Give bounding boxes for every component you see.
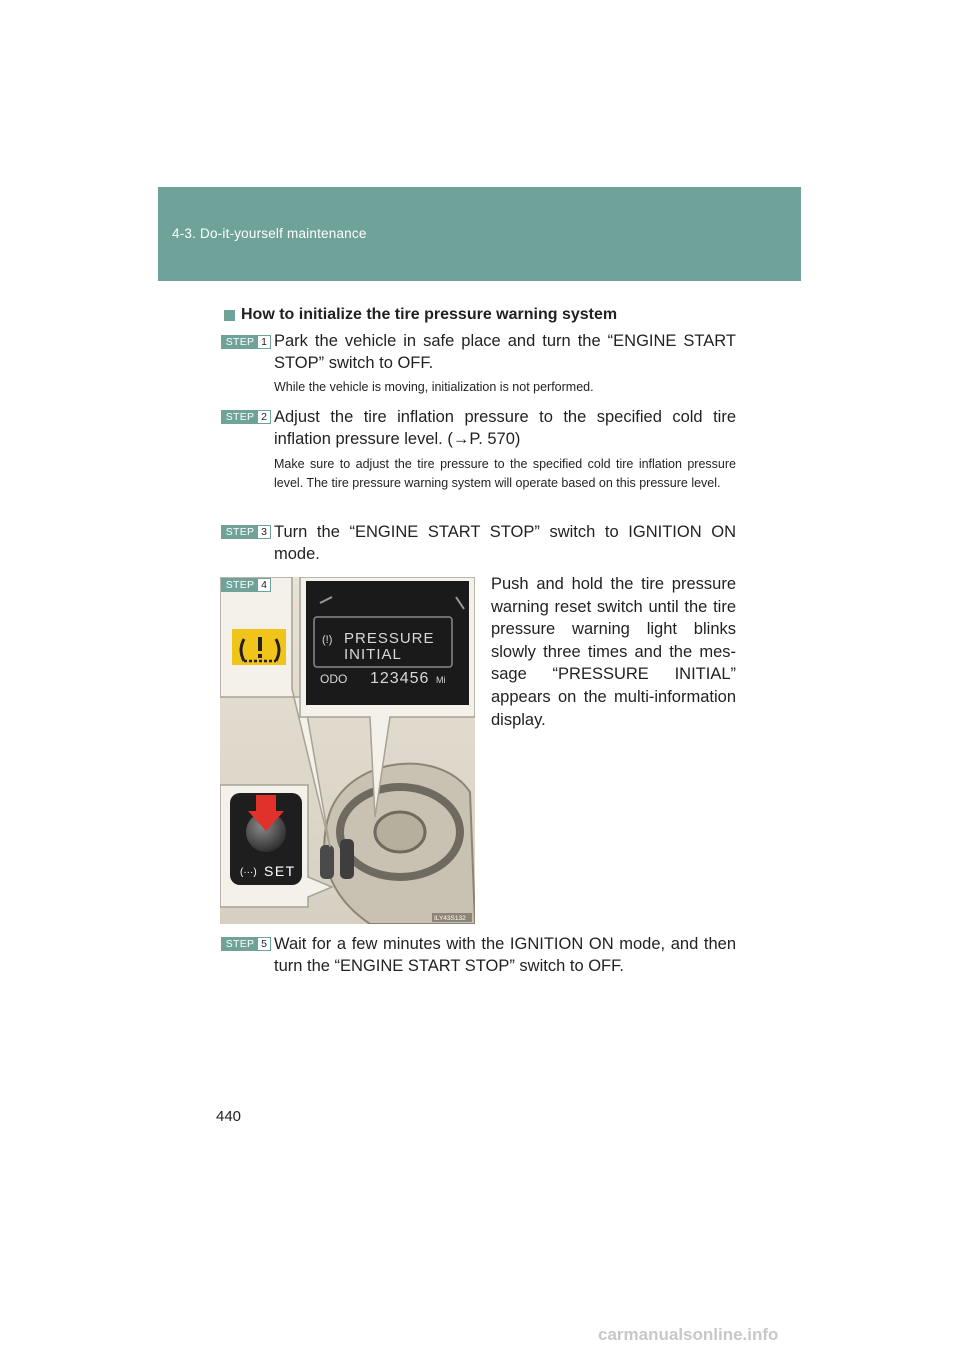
display-line-2: INITIAL	[344, 646, 402, 663]
illustration-code: ILY43S132	[434, 915, 466, 922]
svg-text:(!): (!)	[322, 634, 333, 646]
reset-switch-illustration	[220, 577, 475, 924]
step-2-note: Make sure to adjust the tire pressure to the specified cold tire inflation pressure level. The tire pressure warning system will operate based on this pressure level.	[274, 457, 736, 490]
odo-label: ODO	[320, 672, 348, 686]
step-5-badge: STEP 5	[221, 937, 271, 951]
section-title	[224, 306, 617, 324]
step-3-badge: STEP 3	[221, 525, 271, 539]
step-5-text: Wait for a few minutes with the IGNITION ON mode, and then turn the “ENGINE START STOP” switch to OFF.	[274, 935, 736, 975]
step-2-badge: STEP 2	[221, 410, 271, 424]
step-2-text: Adjust the tire inflation pressure to the specified cold tire inflation pressure level. (→P. 570)	[274, 408, 736, 448]
step-3-text: Turn the “ENGINE START STOP” switch to IGNITION ON mode.	[274, 523, 736, 563]
step-4-text: Push and hold the tire pressure warning reset switch until the tire pressure warning light blinks slowly three times and the mes-sage “PRESSURE INITIAL” appears on the multi-information display.	[491, 575, 736, 729]
chapter-title: 4-3. Do-it-yourself maintenance	[172, 226, 367, 241]
svg-text:(···): (···)	[240, 867, 257, 878]
step-1-note: While the vehicle is moving, initialization is not performed.	[274, 380, 594, 394]
step-1-text: Park the vehicle in safe place and turn the “ENGINE START STOP” switch to OFF.	[274, 332, 736, 372]
page-number: 440	[216, 1108, 242, 1125]
display-line-1: PRESSURE	[344, 630, 435, 647]
dashboard-illustration	[220, 577, 475, 924]
chapter-header	[158, 187, 801, 281]
step-1-badge: STEP 1	[221, 335, 271, 349]
section-title-text: How to initialize the tire pressure warning system	[241, 306, 618, 323]
odo-value: 123456	[370, 670, 430, 687]
odo-unit: Mi	[436, 675, 446, 685]
watermark: carmanualsonline.info	[598, 1325, 779, 1344]
step-4-badge: STEP 4	[221, 578, 271, 592]
section-bullet-icon	[224, 310, 235, 321]
set-button-label: SET	[264, 863, 296, 879]
